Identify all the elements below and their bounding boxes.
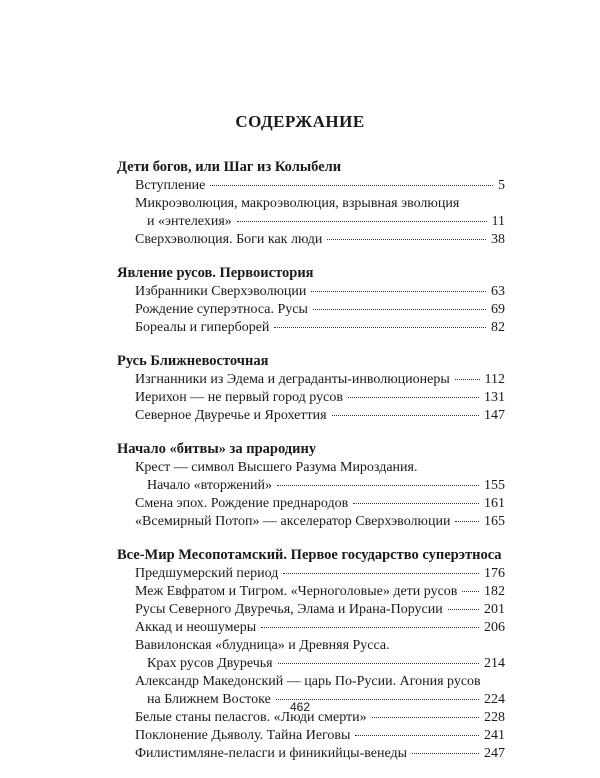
section-title: Начало «битвы» за прародину <box>117 441 317 457</box>
toc-entry <box>117 513 505 531</box>
entry-page-number: 131 <box>484 390 505 405</box>
entry-row <box>117 231 505 249</box>
dot-leader <box>261 627 479 628</box>
section-title: Все-Мир Месопотамский. Первое государство суперэтноса <box>117 547 502 563</box>
entry-title: Начало «вторжений» <box>147 478 273 493</box>
toc-entry <box>117 283 505 301</box>
section-title: Дети богов, или Шаг из Колыбели <box>117 159 342 175</box>
dot-leader <box>237 221 487 222</box>
entry-page-number: 155 <box>484 478 505 493</box>
entry-title: Крах русов Двуречья <box>147 656 273 671</box>
table-of-contents <box>117 158 505 778</box>
section-title: Явление русов. Первоистория <box>117 265 314 281</box>
entry-title: Поклонение Дьяволу. Тайна Иеговы <box>135 728 351 743</box>
entry-title: Избранники Сверхэволюции <box>135 284 307 299</box>
entry-title: Филистимляне-пеласги и финикийцы-венеды <box>135 746 408 761</box>
toc-entry <box>117 177 505 195</box>
entry-title: Иерихон — не первый город русов <box>135 390 343 405</box>
entry-title: Меж Евфратом и Тигром. «Черноголовые» дети русов <box>135 584 458 599</box>
entry-row <box>117 213 505 231</box>
toc-entry <box>117 565 505 583</box>
entry-title: Рождение суперэтноса. Русы <box>135 302 308 317</box>
dot-leader <box>277 485 479 486</box>
entry-row <box>117 495 505 513</box>
toc-section <box>117 264 505 337</box>
toc-section <box>117 546 505 763</box>
entry-page-number: 147 <box>484 408 505 423</box>
toc-entry <box>117 637 505 673</box>
entry-row <box>117 727 505 745</box>
entry-page-number: 5 <box>498 178 505 193</box>
toc-entry <box>117 319 505 337</box>
dot-leader <box>332 415 479 416</box>
entry-page-number: 11 <box>491 214 505 229</box>
dot-leader <box>278 663 479 664</box>
entry-row <box>117 745 505 763</box>
dot-leader <box>313 309 486 310</box>
toc-entry <box>117 407 505 425</box>
entry-page-number: 38 <box>491 232 505 247</box>
toc-section <box>117 440 505 531</box>
entry-title: Александр Македонский — царь По-Русии. Агония русов <box>135 674 481 689</box>
entry-page-number: 182 <box>484 584 505 599</box>
entry-row <box>117 319 505 337</box>
toc-entry <box>117 619 505 637</box>
entry-row <box>117 601 505 619</box>
entry-title: «Всемирный Потоп» — акселератор Сверхэволюции <box>135 514 451 529</box>
dot-leader <box>311 291 486 292</box>
toc-entry <box>117 301 505 319</box>
entry-row <box>117 477 505 495</box>
entry-page-number: 176 <box>484 566 505 581</box>
entry-page-number: 63 <box>491 284 505 299</box>
entry-page-number: 241 <box>484 728 505 743</box>
dot-leader <box>462 591 479 592</box>
entry-title: Крест — символ Высшего Разума Мироздания. <box>135 460 418 475</box>
entry-title: Вавилонская «блудница» и Древняя Русса. <box>135 638 390 653</box>
entry-title: на Ближнем Востоке <box>147 692 271 707</box>
dot-leader <box>348 397 479 398</box>
entry-page-number: 161 <box>484 496 505 511</box>
entry-page-number: 224 <box>484 692 505 707</box>
dot-leader <box>412 753 479 754</box>
toc-entry <box>117 495 505 513</box>
entry-row <box>117 655 505 673</box>
entry-title: Смена эпох. Рождение преднародов <box>135 496 349 511</box>
entry-title: и «энтелехия» <box>147 214 232 229</box>
toc-entry <box>117 389 505 407</box>
toc-entry <box>117 727 505 745</box>
entry-title: Бореалы и гиперборей <box>135 320 270 335</box>
dot-leader <box>455 521 479 522</box>
entry-title: Сверхэволюция. Боги как люди <box>135 232 323 247</box>
entry-title: Изгнанники из Эдема и деграданты-инволюционеры <box>135 372 450 387</box>
entry-page-number: 69 <box>491 302 505 317</box>
toc-section <box>117 158 505 249</box>
entry-title: Микроэволюция, макроэволюция, взрывная эволюция <box>135 196 460 211</box>
entry-row <box>117 583 505 601</box>
entry-page-number: 206 <box>484 620 505 635</box>
entry-row <box>117 513 505 531</box>
dot-leader <box>274 327 486 328</box>
entry-title: Северное Двуречье и Ярохеттия <box>135 408 327 423</box>
dot-leader <box>372 717 479 718</box>
entry-title: Аккад и неошумеры <box>135 620 257 635</box>
entry-title: Русы Северного Двуречья, Элама и Ирана-Порусии <box>135 602 443 617</box>
dot-leader <box>283 573 479 574</box>
toc-entry <box>117 371 505 389</box>
entry-page-number: 201 <box>484 602 505 617</box>
entry-row <box>117 619 505 637</box>
entry-page-number: 228 <box>484 710 505 725</box>
dot-leader <box>327 239 486 240</box>
section-title: Русь Ближневосточная <box>117 353 269 369</box>
entry-page-number: 165 <box>484 514 505 529</box>
toc-entry <box>117 231 505 249</box>
page-title: СОДЕРЖАНИЕ <box>235 112 365 131</box>
toc-entry <box>117 601 505 619</box>
entry-page-number: 214 <box>484 656 505 671</box>
entry-page-number: 112 <box>484 372 505 387</box>
toc-entry <box>117 195 505 231</box>
toc-section <box>117 352 505 425</box>
dot-leader <box>355 735 479 736</box>
entry-title: Предшумерский период <box>135 566 279 581</box>
entry-row <box>117 389 505 407</box>
entry-row <box>117 407 505 425</box>
entry-title: Белые станы пеласгов. «Люди смерти» <box>135 710 367 725</box>
entry-row <box>117 565 505 583</box>
dot-leader <box>455 379 480 380</box>
entry-page-number: 247 <box>484 746 505 761</box>
dot-leader <box>448 609 479 610</box>
toc-entry <box>117 583 505 601</box>
entry-page-number: 82 <box>491 320 505 335</box>
dot-leader <box>210 185 493 186</box>
entry-row <box>117 283 505 301</box>
toc-entry <box>117 459 505 495</box>
entry-title: Вступление <box>135 178 206 193</box>
dot-leader <box>353 503 479 504</box>
entry-row <box>117 301 505 319</box>
toc-entry <box>117 745 505 763</box>
page-number: 462 <box>289 700 311 714</box>
entry-row <box>117 371 505 389</box>
entry-row <box>117 177 505 195</box>
